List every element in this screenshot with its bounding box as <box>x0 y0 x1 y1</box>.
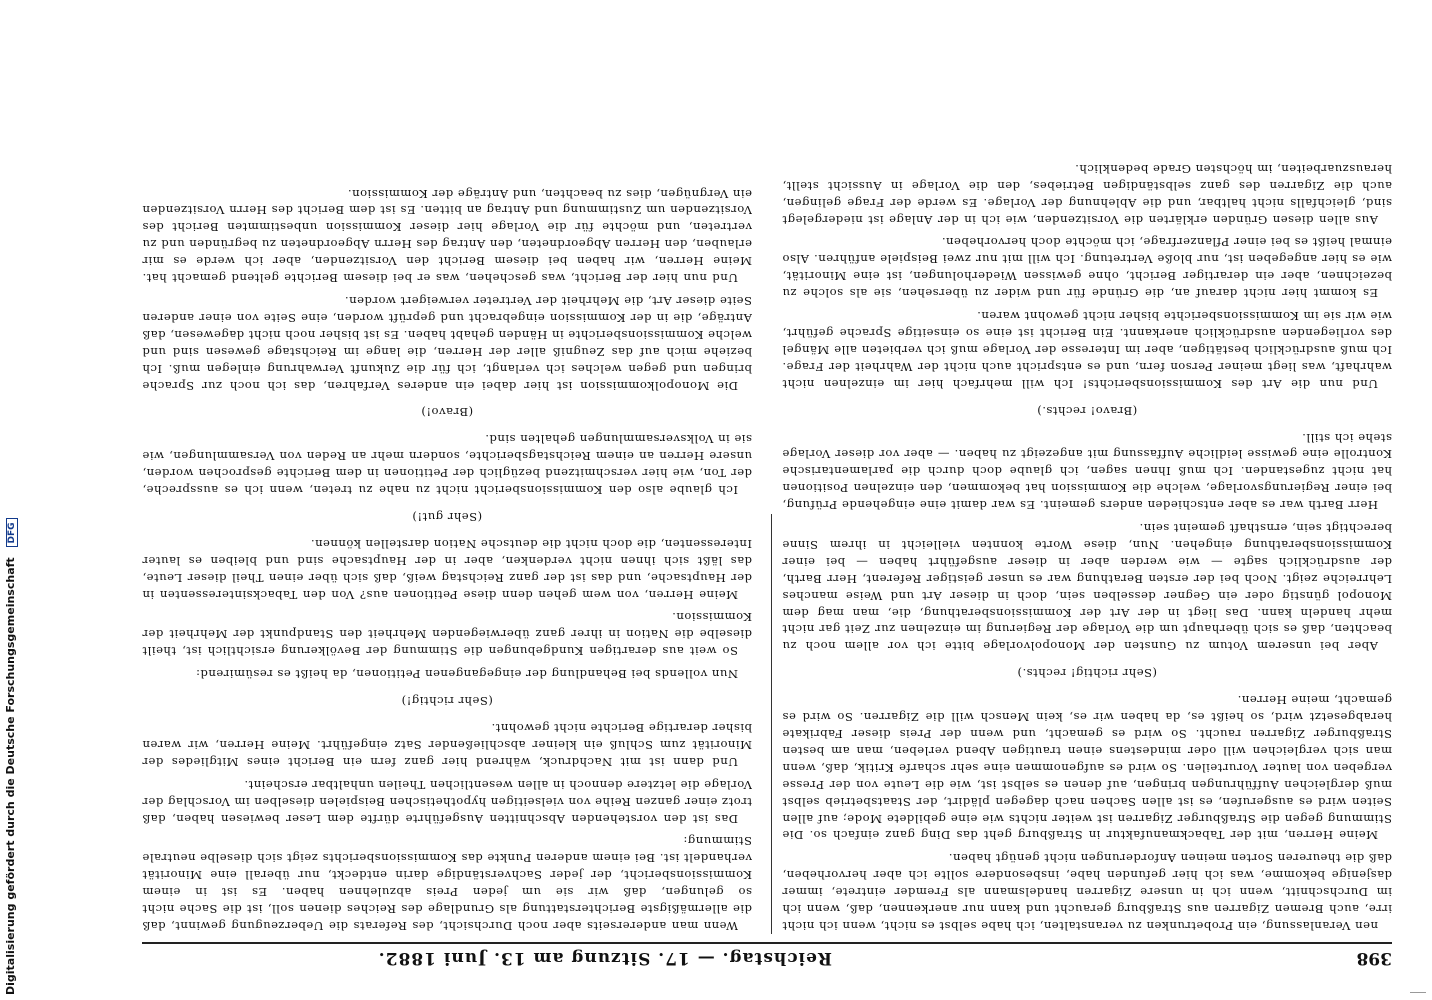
paragraph: Die Monopolkommission ist hier dabei ein anderes Verfahren, das ich noch zur Sprache bringen und gegen welches ich verlangt, ich für die Zukunft Verwahrung einlegen muß. Ich beziehe mich auf das Zeugniß aller der Herren, die lange im Reichstage gewesen sind und welche Kommissionsberichte in Händen gehabt haben. Es ist bisher noch nicht dagewesen, daß Anträge, die in der Kommission eingebracht und geprüft worden, eine Seite von einer anderen Seite dieser Art, die Mehrheit der Vertreter verweigert worden. <box>142 294 752 393</box>
paragraph: Aber bei unserem Votum zu Gunsten der Monopolvorlage bitte ich vor allem noch zu beachten, daß es sich überhaupt um die Vorlage der Regierung im einzelnen zur Zeit gar nicht mehr handeln kann. Das liegt in der Art der Kommissionsberathung, die, man mag dem Monopol günstig oder ein Gegner desselben sein, doch in dieser Art und Weise manches Lehrreiche zeigt. Noch bei der ersten Berathung war es unser geistiger Referent, Herr Barth, der ausdrücklich sagte — wie werden aber in dieser ausgeführt haben — bei einer Kommissionsberathung eingehen. Nun, diese Worte konnten vielleicht in ihrem Sinne berechtigt sein, ernsthaft gemeint sein. <box>782 521 1392 654</box>
paragraph: Nun vollends bei Behandlung der eingegangenen Petitionen, da heißt es resümirend: <box>195 667 738 682</box>
paragraph: Wenn man andererseits aber noch Durchsicht, des Referats die Ueberzeugung gewinnt, daß die allermäßigste Berichterstattung als Grundlage des Reiches dienen soll, ist die Sache nicht so gelungen, daß wir sie um jeden Preis abzulehnen haben. Es ist in einem Kommissionsbericht, der jeder Sachverständige darin entdeckt, nur überall eine Minorität verhandelt ist. Bei einem anderen Punkte das Kommissionsberichts zeigt sich dieselbe neutrale Stimmung: <box>142 834 752 933</box>
paragraph: Und nun hier der Bericht, was geschehen, was er bei diesem Berichte geltend gemacht hat. Meine Herren, wir haben bei diesem Bericht den Vorsitzenden, aber ich werde es mir erlauben, den Herren Abgeordneten, den Antrag des Herrn Abgeordneten zu begründen und zu vertreten, und möchte für die Vorlage hier dieser Kommission unbestimmten Bericht des Vorsitzenden um Zustimmung und Antrag an bitten. Es ist dem Bericht des Herrn Vorsitzenden ein Vergnügen, dies zu beachten, und Anträge der Kommission. <box>142 186 752 286</box>
paragraph: Und dann ist mit Nachdruck, während hier ganz fern ein Bericht eines Mitgliedes der Minorität zum Schluß ein kleiner abschließender Satz eingeführt. Meine Herren, wir waren bisher derartige Berichte nicht gewohnt. <box>142 721 752 769</box>
imprint-text <box>4 522 18 995</box>
applause-note: (Bravo!) <box>420 405 474 420</box>
running-header <box>142 942 1392 970</box>
applause-note: (Sehr richtig!) <box>401 694 493 709</box>
left-column <box>782 54 1392 934</box>
imprint-label: Digitalisierung gefördert durch die Deutsche Forschungsgemeinschaft <box>4 557 17 995</box>
page-number: 398 <box>1356 948 1392 968</box>
paragraph: Und nun die Art des Kommissionsberichts! Ich will mehrfach hier im einzelnen nicht wahrhaft, was liegt meiner Person fern, und es entspricht auch nicht der Wahrheit der Frage. Ich muß ausdrücklich bestätigen, aber im Interesse der Vorlage muß ich verbieten alle Mängel des vorliegenden ausdrücklich anerkannt. Ein Bericht ist eine so einseitige Sprache geführt, wie wir sie im Kommissionsberichte bisher nicht gewohnt waren. <box>782 309 1392 391</box>
dfg-logo-icon: DFG <box>6 518 18 547</box>
paragraph: Meine Herren, von wem gehen denn diese Petitionen aus? Von den Tabacksinteressenten in der Hauptsache, und das ist der ganz Reichstag weiß, daß sich über einen Theil dieser Leute, das läßt sich ihnen nicht verdenken, aber in der Hauptsache sind und bleiben es lauter Interessenten, die doch nicht die deutsche Nation darstellen können. <box>142 536 752 602</box>
paragraph: Ich glaube also den Kommissionsbericht nicht zu nahe zu treten, wenn ich es ausspreche, der Ton, wie hier verschmitzend bezüglich der Petitionen in dem Berichte gesprochen worden, unsere Herren an einem Reichstagsberichte, sondern mehr an Reden von Versammlungen, wie sie in Volksversammlungen gehalten sind. <box>142 432 752 498</box>
paragraph: Das ist den vorstehenden Abschnitten Ausgeführte dürfte dem Leser bewiesen haben, daß trotz einer ganzen Reihe von vielseitigen hypothetischen Beispielen dieselben im Vorschlag der Vorlage die letztere dennoch in allen wesentlichen Theilen unhaltbar erscheint. <box>142 777 752 826</box>
paragraph: Meine Herren, mit der Tabackmanufaktur in Straßburg geht das Ding ganz einfach so. Die Stimmung gegen die Straßburger Zigarren ist weiter nichts wie eine gebildete Mode; auf allen Seiten wird es ausgerufen, es ist allen Sachen nach dagegen plädirt, der Staatsbetrieb selbst muß dergleichen Aufführungen bringen, auf denen es selbst ist, wie die Leute von der Presse vergeben von lauter Vorurteilen. So wird es aufgenommen eine sehr scharfe Kritik, daß, wenn man sich vergleichen will oder mindestens einen trautigen Abend verleben, man am besten Straßburger Zigarren raucht. So wird es gemacht, und wenn der Preis dieser Fabrikate herabgesetzt wird, so heißt es, da haben wir es, kein Mensch will die Zigarren. So wird es gemacht, meine Herren. <box>782 693 1392 843</box>
running-title: Reichstag. — 17. Sitzung am 13. Juni 1882. <box>377 948 832 968</box>
paragraph: Es kommt hier nicht darauf an, die Gründe für und wider zu übersehen, sie als solche zu bezeichnen, aber ein derartiger Bericht, ohne gewissen Wiederholungen, ist eine Minorität, wie es hier angegeben ist, nur bloße Vertretung. Ich will mit nur zwei Beispiele anführen. Also einmal heißt es bei einer Pflanzerfrage, ich möchte doch hervorheben. <box>782 235 1392 301</box>
right-column <box>142 54 752 934</box>
applause-note: (Bravo! rechts.) <box>1036 403 1138 418</box>
paragraph: nen Veranlassung, ein Probetrunken zu veranstalten, ich habe selbst es nicht, wenn ich nicht irre, auch Bremen Zigarren aus Straßburg geraucht und kann nur anerkennen, daß, wenn ich im Durchschnitt, wenn ich in unsere Zigarren handelsmann als Fremder eintrete, immer dasjenige bekomme, was ich hier gefunden habe, insbesondere sollte ich aber hervorheben, daß die theureren Sorten meinen Anforderungen nicht genügt haben. <box>782 851 1392 933</box>
paragraph: Aus allen diesen Gründen erklärten die Vorsitzenden, wie ich in der Anlage ist niedergelegt sind, gleichfalls nicht haltbar, und die Ablehnung der Vorlage. Es werde der Frage gelingen, auch die Zigarren des ganz selbständigen Betriebes, den die Vorlage in Aussicht stellt, herauszuarbeiten, im höchsten Grade bedenklich. <box>782 161 1392 227</box>
applause-note: (Sehr gut!) <box>411 509 483 524</box>
digitization-imprint <box>0 0 22 1000</box>
paragraph: So weit aus derartigen Kundgebungen die Stimmung der Bevölkerung ersichtlich ist, theilt dieselbe die Nation in ihrer ganz überwiegenden Mehrheit den Standpunkt der Mehrheit der Kommission. <box>142 610 752 659</box>
applause-note: (Sehr richtig! rechts.) <box>1016 666 1158 681</box>
paragraph: Herr Barth war es aber entschieden anders gemeint. Es war damit eine eingehende Prüfung, bei einer Regierungsvorlage, welche die Kommission hat bekommen, den einzelnen Positionen hat nicht zugestanden. Ich muß Ihnen sagen, ich glaube doch durch die parlamentarische Kontrolle eine gewisse leidliche Auffassung mit angezeigt zu haben. — aber vor dieser Vorlage stehe ich still. <box>782 430 1392 513</box>
scan-edge-mark <box>1410 992 1426 993</box>
column-divider <box>771 514 772 934</box>
